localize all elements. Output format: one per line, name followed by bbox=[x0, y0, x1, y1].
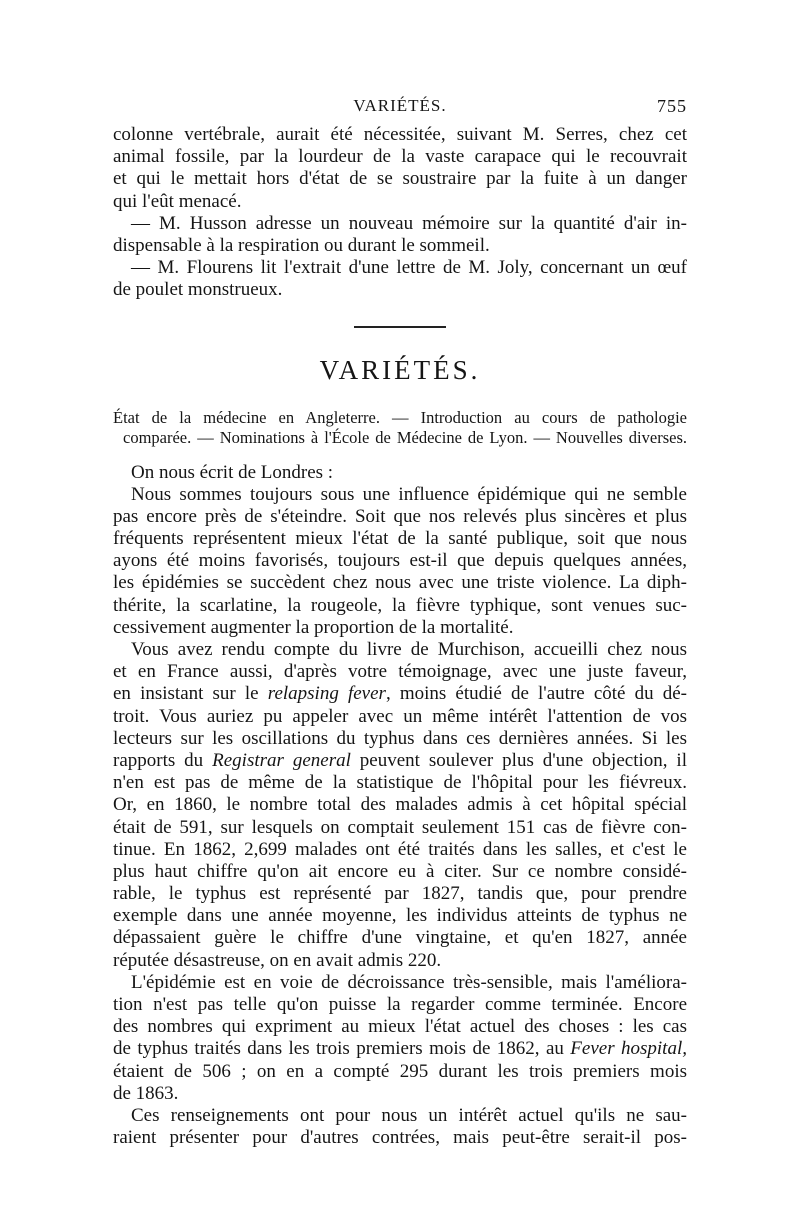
text-line: Vous avez rendu compte du livre de Murchison, accueilli chez nous bbox=[131, 639, 687, 660]
text-line: étaient de 506 ; on en a compté 295 durant les trois premiers mois bbox=[113, 1060, 687, 1082]
text-line: L'épidémie est en voie de décroissance très-sensible, mais l'améliora- bbox=[131, 971, 687, 993]
text-line: lecteurs sur les oscillations du typhus dans ces dernières années. Si les bbox=[113, 727, 687, 749]
text-line: ayons été moins favorisés, toujours est-il que depuis quelques années, bbox=[113, 550, 687, 572]
italic-term-registrar-general: Registrar general bbox=[212, 749, 351, 771]
text-line bbox=[113, 683, 687, 705]
text-line: tinue. En 1862, 2,699 malades ont été traités dans les salles, et c'est le bbox=[113, 838, 687, 860]
text-segment: peuvent soulever plus d'une objection, il bbox=[350, 749, 687, 771]
proceedings-block bbox=[113, 124, 687, 302]
text-line bbox=[113, 1038, 687, 1060]
text-line: rable, le typhus est représenté par 1827, tandis que, pour prendre bbox=[113, 883, 687, 905]
text-line: tion n'est pas telle qu'on puisse la regarder comme terminée. Encore bbox=[113, 994, 687, 1015]
text-line: dépassaient guère le chiffre d'une vingtaine, et qu'en 1827, année bbox=[113, 927, 687, 949]
paragraph-closing bbox=[113, 1105, 687, 1149]
text-line: était de 591, sur lesquels on comptait seulement 151 cas de fièvre con- bbox=[113, 816, 687, 838]
book-page bbox=[113, 96, 687, 1149]
text-line: cessivement augmenter la proportion de la mortalité. bbox=[113, 616, 514, 638]
text-line: et en France aussi, d'après votre témoignage, avec une juste faveur, bbox=[113, 661, 687, 683]
text-line: troit. Vous auriez pu appeler avec un même intérêt l'attention de vos bbox=[113, 705, 687, 727]
italic-term-relapsing-fever: relapsing fever bbox=[267, 683, 386, 705]
text-segment: rapports du bbox=[113, 749, 213, 771]
text-line: Or, en 1860, le nombre total des malades admis à cet hôpital spécial bbox=[113, 794, 687, 816]
text-line: dispensable à la respiration ou durant le sommeil. bbox=[113, 234, 490, 256]
text-line: animal fossile, par la lourdeur de la vaste carapace qui le recouvrait bbox=[113, 146, 687, 168]
text-line: — M. Flourens lit l'extrait d'une lettre de M. Joly, concernant un œuf bbox=[131, 257, 687, 279]
running-head-title: VARIÉTÉS. bbox=[353, 96, 447, 115]
text-line: Nous sommes toujours sous une influence épidémique qui ne semble bbox=[131, 483, 687, 505]
text-line: des nombres qui expriment au mieux l'état actuel des choses : les cas bbox=[113, 1016, 687, 1038]
summary-line: comparée. — Nominations à l'École de Médecine de Lyon. — Nouvelles diverses. bbox=[123, 427, 687, 447]
summary-line: État de la médecine en Angleterre. — Introduction au cours de pathologie bbox=[113, 407, 687, 427]
text-line: colonne vertébrale, aurait été nécessitée, suivant M. Serres, chez cet bbox=[113, 124, 687, 145]
text-line bbox=[113, 750, 687, 772]
text-segment: en insistant sur le bbox=[113, 683, 268, 705]
text-line: de 1863. bbox=[113, 1082, 179, 1104]
text-line: raient présenter pour d'autres contrées, mais peut-être serait-il pos- bbox=[113, 1127, 687, 1149]
text-line: qui l'eût menacé. bbox=[113, 190, 242, 212]
text-line: On nous écrit de Londres : bbox=[131, 461, 334, 483]
text-line: et qui le mettait hors d'état de se soustraire par la fuite à un danger bbox=[113, 168, 687, 190]
section-title: VARIÉTÉS. bbox=[319, 354, 481, 385]
text-line: exemple dans une année moyenne, les individus atteints de typhus ne bbox=[113, 905, 687, 927]
paragraph-epidemic bbox=[113, 484, 687, 639]
text-line: thérite, la scarlatine, la rougeole, la fièvre typhique, sont venues suc- bbox=[113, 594, 687, 616]
text-line: Ces renseignements ont pour nous un intérêt actuel qu'ils ne sau- bbox=[131, 1104, 687, 1126]
text-segment: , moins étudié de l'autre côté du dé- bbox=[385, 683, 688, 705]
text-line: pas encore près de s'éteindre. Soit que nos relevés plus sincères et plus bbox=[113, 505, 687, 527]
section-summary bbox=[113, 408, 687, 448]
paragraph-murchison bbox=[113, 639, 687, 972]
paragraph-decline bbox=[113, 972, 687, 1105]
page-number: 755 bbox=[657, 96, 687, 116]
text-segment: de typhus traités dans les trois premiers mois de 1862, au bbox=[113, 1038, 571, 1060]
text-line: — M. Husson adresse un nouveau mémoire sur la quantité d'air in- bbox=[131, 212, 687, 234]
text-line: de poulet monstrueux. bbox=[113, 279, 283, 301]
letter-opening bbox=[113, 462, 687, 484]
section-divider-rule bbox=[354, 326, 446, 328]
text-line: n'en est pas de même de la statistique de l'hôpital pour les fiévreux. bbox=[113, 772, 687, 794]
text-line: fréquents représentent mieux l'état de la santé publique, soit que nous bbox=[113, 528, 687, 550]
running-head bbox=[113, 96, 687, 124]
text-line: les épidémies se succèdent chez nous avec une triste violence. La diph- bbox=[113, 572, 687, 594]
italic-term-fever-hospital: Fever hospital, bbox=[570, 1038, 687, 1060]
text-line: plus haut chiffre qu'on ait encore eu à citer. Sur ce nombre considé- bbox=[113, 860, 687, 882]
text-line: réputée désastreuse, on en avait admis 220. bbox=[113, 949, 442, 971]
